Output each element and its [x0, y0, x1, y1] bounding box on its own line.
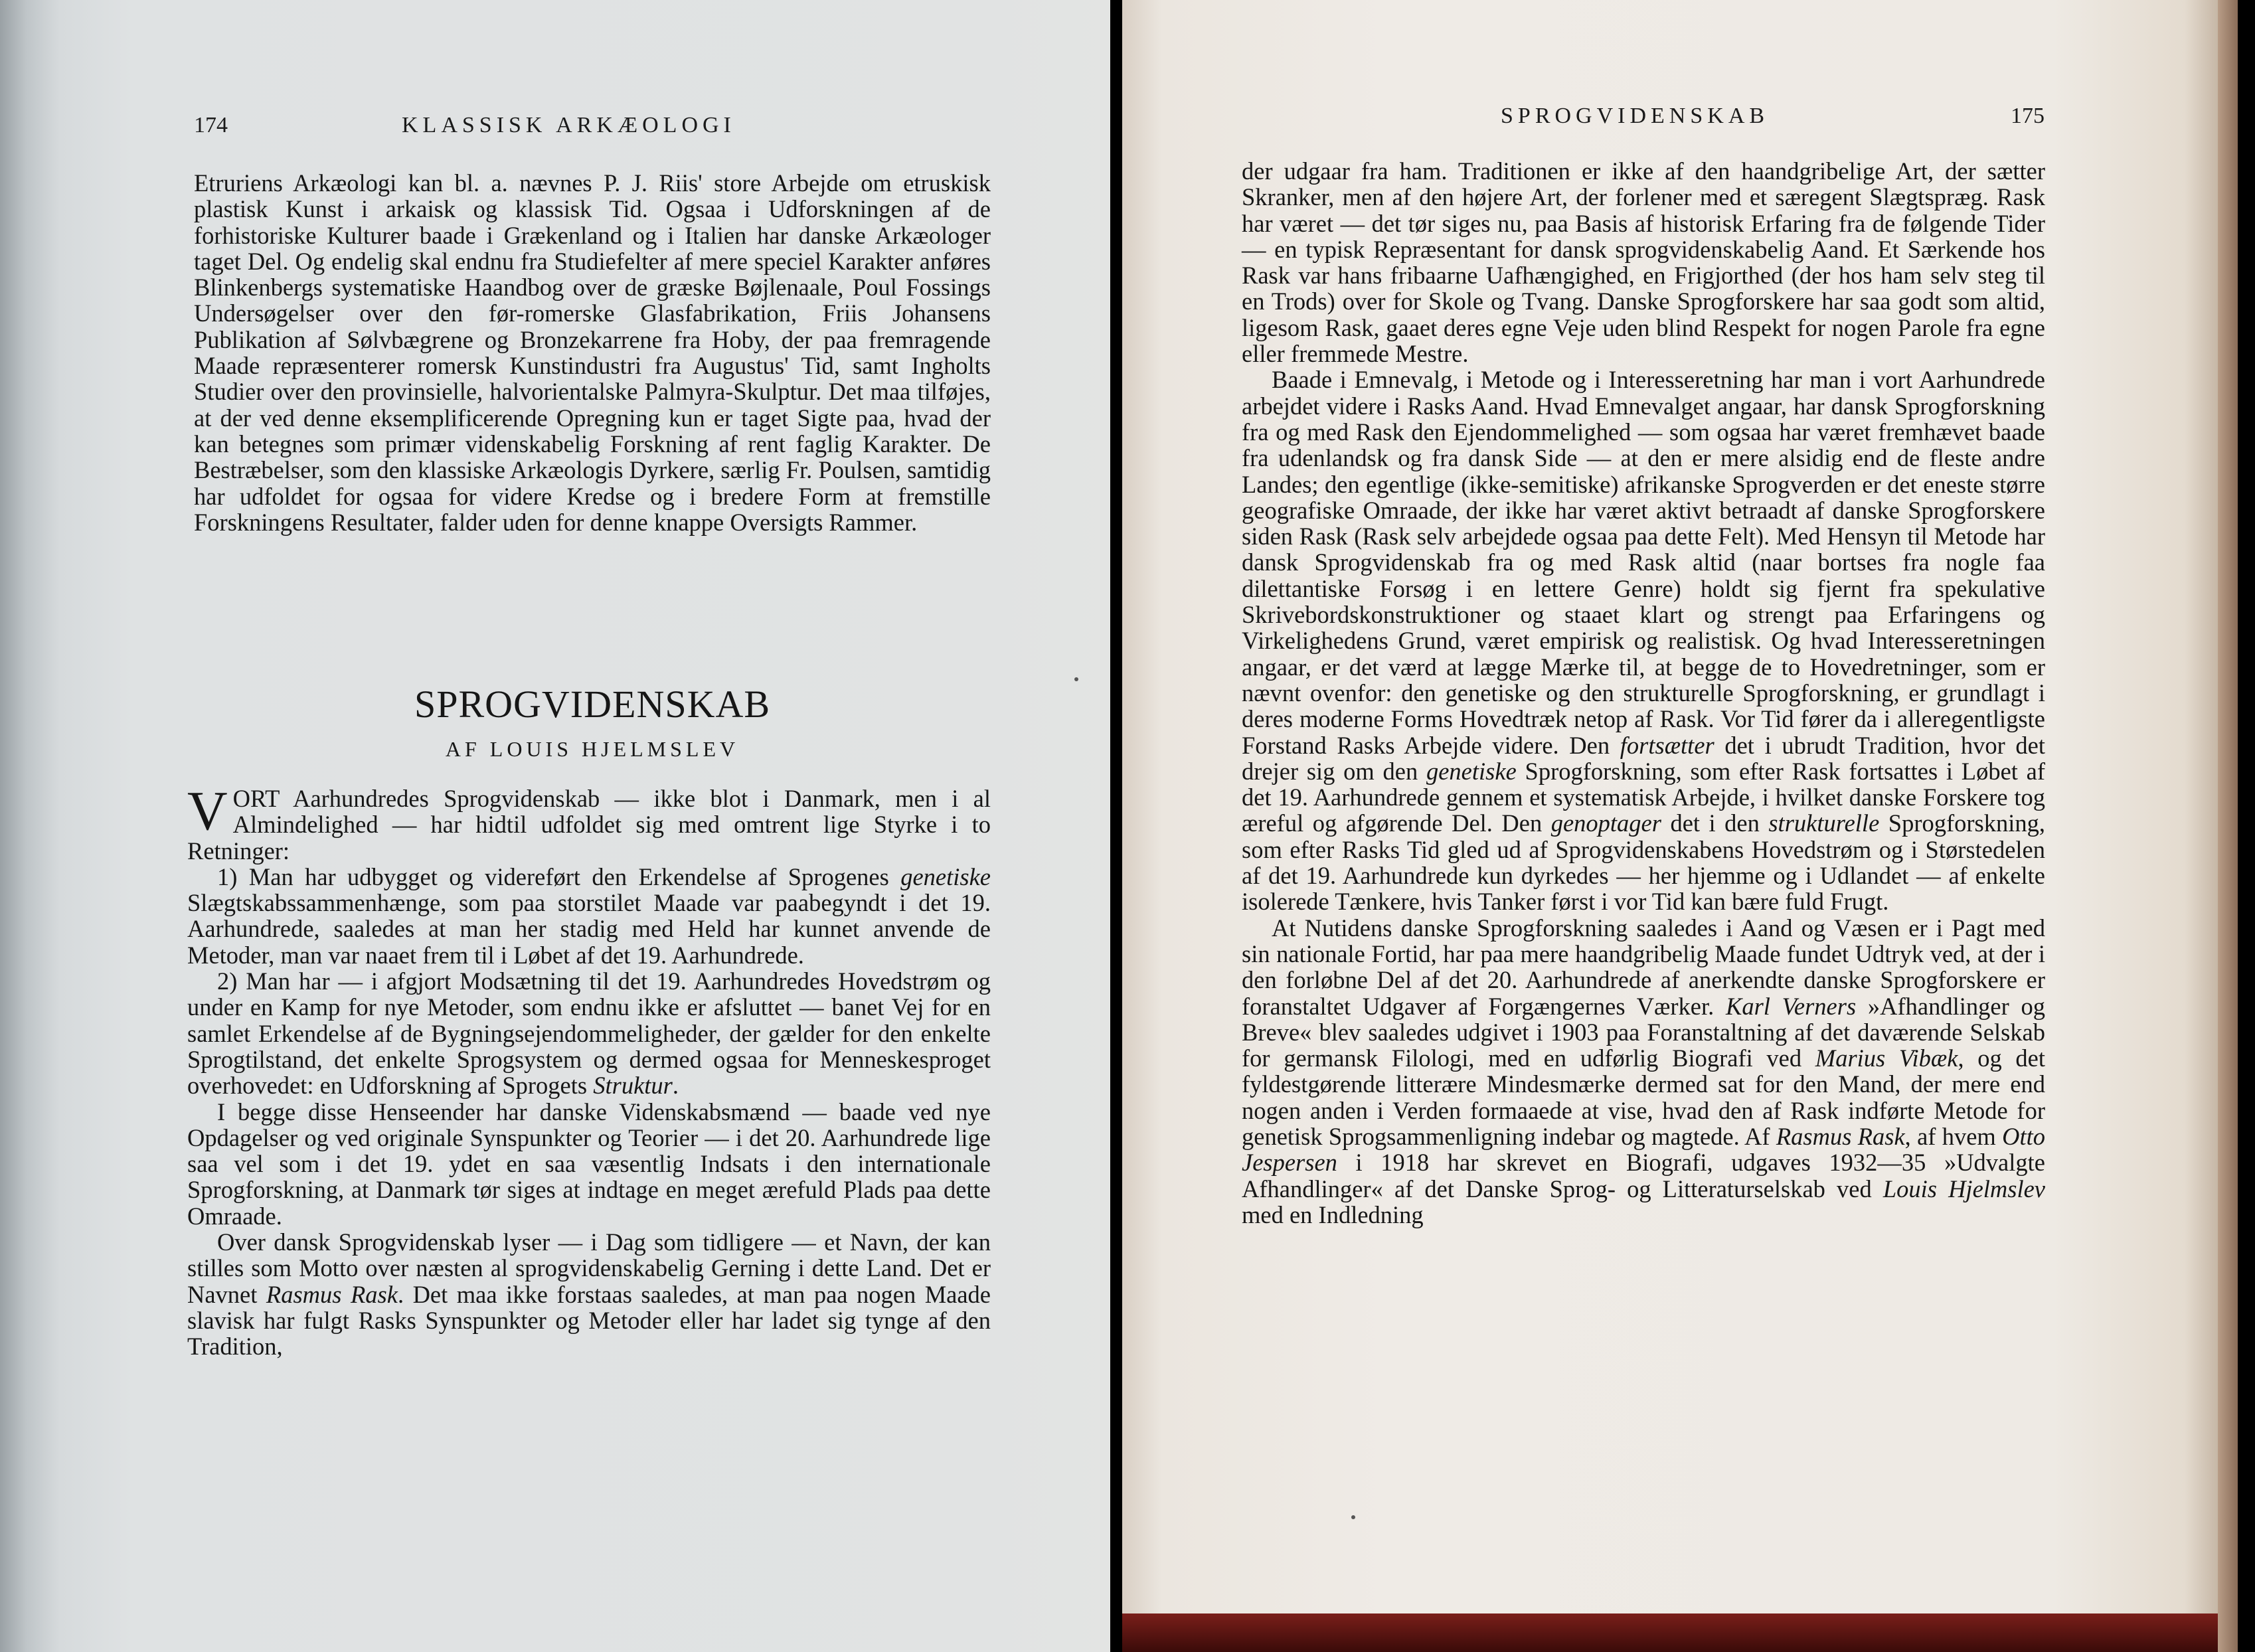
right-paragraph-two-italic-2: genetiske — [1426, 757, 1517, 785]
point-two-text-b: . — [672, 1072, 679, 1100]
point-one-italic: genetiske — [900, 863, 991, 890]
right-paragraph-two-a: Baade i Emnevalg, i Metode og i Interesseretning har man i vort Aarhundrede arbejdet videre i Rasks Aand. Hvad Emnevalget angaar, har dansk Sprogforskning fra og med Rask den Ejendommelighed — som ogsaa har været fremhævet baade fra udenlandsk og fra dansk Side — at den er mere alsidig end de fleste andre Landes; den egentlige (ikke-semitiske) afrikanske Sprogverden er det eneste større geografiske Omraade, der ikke har været aktivt betraadt af danske Sprogforskere siden Rask (Rask selv arbejdede ogsaa paa dette Felt). Med Hensyn til Metode har dansk Sprogvidenskab fra og med Rask altid (naar bortses fra nogle faa dilettantiske Forsøg i en lettere Genre) holdt sig fjernt fra spekulative Skrivebordskonstruktioner og staaet klart og strengt paa Erfaringens og Virkelighedens Grund, været empirisk og realistisk. Og hvad Interesseretningen angaar, er det værd at lægge Mærke til, at begge de to Hovedretninger, som er nævnt ovenfor: den genetiske og den strukturelle Sprogforskning, er grundlagt i deres moderne Forms Hovedtræk netop af Rask. Vor Tid fører da i alleregentligste Forstand Rasks Arbejde videre. Den — [1242, 366, 2045, 759]
point-two-paragraph — [187, 968, 991, 1098]
right-paragraph-two-d: det i den — [1661, 809, 1769, 837]
point-two-text-a: 2) Man har — i afgjort Modsætning til det 19. Aarhundredes Hovedstrøm og under en Kamp for nye Metoder, som endnu ikke er afsluttet — banet Vej for en samlet Erkendelse af de Bygningsejendommeligheder, der gælder for den enkelte Sprogtilstand, det enkelte Sprogsystem og dermed ogsaa for Menneskesproget overhovedet: en Udforskning af Sprogets — [187, 967, 991, 1100]
point-one-text-a: 1) Man har udbygget og videreført den Erkendelse af Sprogenes — [217, 863, 901, 890]
left-page-number: 174 — [194, 113, 228, 137]
page-speck — [1351, 1515, 1355, 1519]
right-paragraph-three-f: med en Indledning — [1242, 1200, 1424, 1228]
right-paragraph-two-italic-4: strukturelle — [1768, 809, 1880, 837]
left-continuation-text — [194, 170, 991, 535]
right-paragraph-two-b: det i ubrudt Tradition, hvor det drejer sig om den — [1242, 731, 2045, 785]
section-author: AF LOUIS HJELMSLEV — [445, 737, 740, 761]
point-two-italic: Struktur — [593, 1072, 673, 1100]
intro-paragraph — [187, 780, 991, 865]
paragraph-three: I begge disse Henseender har danske Videnskabsmænd — baade ved nye Opdagelser og ved originale Synspunkter og Teorier — i det 20. Aarhundrede lige saa vel som i det 19. ydet en saa væsentlig Indsats i den internationale Sprogforskning, at Danmark tør siges at indtage en meget ærefuld Plads paa dette Omraade. — [187, 1098, 991, 1230]
right-paragraph-three-e: i 1918 har skrevet en Biografi, udgaves 1932—35 »Udvalgte Afhandlinger« af det Danske Sprog- og Litteraturselskab ved — [1242, 1149, 2045, 1202]
right-paragraph-two — [1242, 367, 2045, 914]
right-paragraph-three-italic-2: Marius Vibæk — [1815, 1044, 1958, 1072]
left-body-text — [187, 780, 991, 1361]
right-page-number: 175 — [2011, 104, 2045, 128]
right-paragraph-three-a: At Nutidens danske Sprogforskning saaledes i Aand og Væsen er i Pagt med sin nationale Fortid, har paa mere haandgribelig Maade fundet Udtryk ved, at der i den forløbne Del af det 20. Aarhundrede af anerkendte danske Sprogforskere er foranstaltet Udgaver af Forgængernes Værker. — [1242, 914, 2045, 1020]
right-page — [1122, 0, 2218, 1613]
point-one-paragraph — [187, 864, 991, 968]
drop-cap: V — [187, 780, 228, 842]
paragraph-four-text-b: . Det maa ikke forstaas saaledes, at man paa nogen Maade slavisk har fulgt Rasks Synspunkter og Metoder eller har ladet sig tynge af den Tradition, — [187, 1280, 991, 1361]
paragraph-four-text-a: Over dansk Sprogvidenskab lyser — i Dag som tidligere — et Navn, der kan stilles som Motto over næsten al sprogvidenskabelig Gerning i dette Land. Det er Navnet — [187, 1228, 991, 1308]
right-paragraph-three — [1242, 915, 2045, 1228]
book-cover-strip — [1122, 1613, 2218, 1652]
book-edge — [2218, 0, 2238, 1652]
left-paragraph-continuation: Etruriens Arkæologi kan bl. a. nævnes P. J. Riis' store Arbejde om etruskisk plastisk Kunst i arkaisk og klassisk Tid. Ogsaa i Udforskningen af de forhistoriske Kulturer baade i Grækenland og i Italien har danske Arkæologer taget Del. Og endelig skal endnu fra Studiefelter af mere speciel Karakter anføres Blinkenbergs systematiske Haandbog over de græske Bøjlenaale, Poul Fossings Undersøgelser over den før-romerske Glasfabrikation, Friis Johansens Publikation af Sølvbægrene og Bronzekarrene fra Hoby, der paa fremragende Maade repræsenterer romersk Kunstindustri fra Augustus' Tid, samt Ingholts Studier over den provinsielle, halvorientalske Palmyra-Skulptur. Det maa tilføjes, at der ved denne eksemplificerende Opregning kun er taget Sigte paa, hvad der kan betegnes som primær videnskabelig Forskning af rent faglig Karakter. De Bestræbelser, som den klassiske Arkæologis Dyrkere, særlig Fr. Poulsen, samtidig har udfoldet for ogsaa for videre Kredse og i bredere Form at fremstille Forskningens Resultater, falder uden for denne knappe Oversigts Rammer. — [194, 169, 991, 536]
paragraph-four — [187, 1229, 991, 1359]
right-paragraph-three-italic-5: Louis Hjelmslev — [1882, 1175, 2046, 1202]
right-paragraph-three-b: »Afhandlinger og Breve« blev saaledes udgivet i 1903 paa Foranstaltning af det daværende Selskab for germansk Filologi, med en udførlig Biografi ved — [1242, 992, 2045, 1072]
right-paragraph-two-italic-3: genoptager — [1550, 809, 1661, 837]
right-body-text — [1242, 158, 2045, 1228]
right-paragraph-one: der udgaar fra ham. Traditionen er ikke af den haandgribelige Art, der sætter Skranker, men af den højere Art, der forlener med et særegent Slægtspræg. Rask har været — det tør siges nu, paa Basis af historisk Erfaring fra de følgende Tider — en typisk Repræsentant for dansk sprogvidenskabelig Aand. Et Særkende hos Rask var hans fribaarne Uafhængighed, en Frigjorthed (der hos ham selv steg til en Trods) over for Skole og Tvang. Danske Sprogforskere har saa godt som altid, ligesom Rask, gaaet deres egne Veje uden blind Respekt for nogen Parole fra egne eller fremmede Mestre. — [1242, 157, 2045, 368]
right-running-head: SPROGVIDENSKAB — [1501, 104, 1770, 128]
left-page — [0, 0, 1110, 1652]
intro-text: ORT Aarhundredes Sprogvidenskab — ikke blot i Danmark, men i al Almindelighed — har hidtil udfoldet sig med omtrent lige Styrke i to Retninger: — [187, 785, 991, 865]
right-paragraph-three-italic-1: Karl Verners — [1725, 992, 1857, 1020]
left-running-head: KLASSISK ARKÆOLOGI — [402, 113, 736, 137]
paragraph-four-italic: Rasmus Rask — [266, 1280, 398, 1308]
right-paragraph-three-c: , og det fyldestgørende litterære Mindesmærke dermed sat for den Mand, der mere end nogen anden i Verden formaaede at vise, hvad den af Rask indførte Metode for genetisk Sprogsammenligning indebar og magtede. Af — [1242, 1044, 2046, 1150]
right-paragraph-two-italic-1: fortsætter — [1620, 731, 1714, 759]
right-paragraph-two-e: Sprogforskning, som efter Rasks Tid gled ud af Sprogvidenskabens Hovedstrøm og i Størstedelen af det 19. Aarhundrede kun dyrkedes — her hjemme og i Udlandet — af enkelte isolerede Tænkere, hvis Tanker først i vor Tid kan bære fuld Frugt. — [1242, 809, 2045, 916]
page-speck — [1074, 677, 1078, 681]
right-paragraph-three-d: , af hvem — [1904, 1122, 2003, 1150]
section-title: SPROGVIDENSKAB — [414, 683, 771, 726]
point-one-text-b: Slægtskabssammenhænge, som paa storstilet Maade var paabegyndt i det 19. Aarhundrede, saaledes at man her stadig med Held har kunnet anvende de Metoder, man var naaet frem til i Løbet af det 19. Aarhundrede. — [187, 889, 991, 969]
right-paragraph-three-italic-3: Rasmus Rask — [1776, 1122, 1905, 1150]
right-paragraph-two-c: Sprogforskning, som efter Rask fortsattes i Løbet af det 19. Aarhundrede gennem et systematisk Arbejde, i hvilket danske Forskere tog æreful og afgørende Del. Den — [1242, 757, 2046, 837]
right-paragraph-three-italic-4: Otto Jespersen — [1242, 1122, 2046, 1177]
